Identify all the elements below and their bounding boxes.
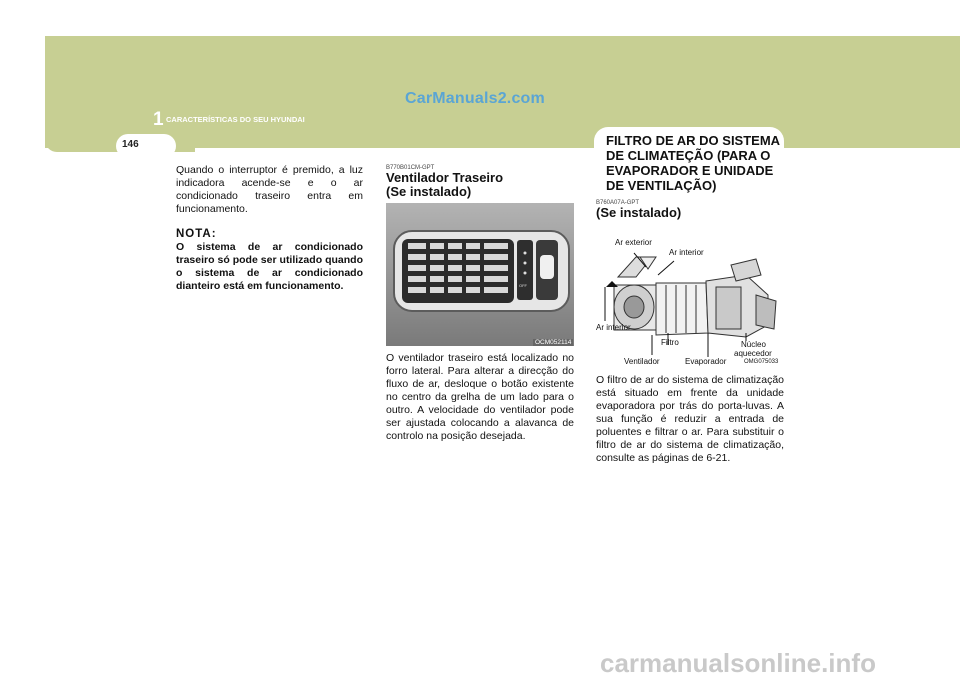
note-title: NOTA: [176,228,217,240]
label-aquecedor: aquecedor [734,349,772,358]
col3-reference-code: B760A07A-GPT [596,200,640,206]
col3-body-text: O filtro de ar do sistema de climatização está situado em frente da unidade evaporadora por trás do porta-luvas. A sua função é reduzir a entrada de poluentes e filtrar o ar. Para substituir o filtro de ar do sistema de climatização, consulte as páginas de 6-21. [596,374,784,464]
label-evaporador: Evaporador [685,357,727,366]
air-filter-diagram [596,225,784,368]
label-ar-interior-left: Ar interior [596,323,631,332]
vent-off-label: OFF [519,283,527,288]
col3-heading: (Se instalado) [596,205,682,220]
label-ar-exterior: Ar exterior [615,238,652,247]
label-ventilador: Ventilador [624,357,660,366]
section-title: FILTRO DE AR DO SISTEMA DE CLIMATEÇÃO (PARA O EVAPORADOR E UNIDADE DE VENTILAÇÃO) [606,133,780,193]
rear-vent-photo [386,203,574,346]
column-1 [176,164,363,293]
col2-heading-line1: Ventilador Traseiro [386,170,504,185]
col1-body-text: Quando o interruptor é premido, a luz indicadora acende-se e o ar condicionado traseiro entra em funcionamento. [176,164,363,215]
diagram-caption: OMG075033 [744,359,779,365]
col2-heading-line2: (Se instalado) [386,184,472,199]
label-ar-interior-top: Ar interior [669,248,704,257]
column-2-header [386,165,574,199]
footer-watermark: carmanualsonline.info [600,648,876,678]
col2-body-text: O ventilador traseiro está localizado no forro lateral. Para alterar a direcção do fluxo de ar, desloque o botão existente no centro da grelha de um lado para o outro. A velocidade do ventilador pode ser ajustada colocando a alavanca de controlo na posição desejada. [386,352,574,442]
col2-reference-code: B770B01CM-GPT [386,165,435,171]
column-3-header [596,200,784,220]
photo-caption: OCM052114 [535,339,572,346]
chapter-title: CARACTERÍSTICAS DO SEU HYUNDAI [166,115,305,124]
label-nucleo: Núcleo [741,340,766,349]
vent-illustration [386,203,574,346]
page-number: 146 [122,139,139,150]
label-filtro: Filtro [661,338,679,347]
watermark-link[interactable]: CarManuals2.com [405,90,545,107]
chapter-number: 1 [153,109,164,130]
note-body: O sistema de ar condicionado traseiro só pode ser utilizado quando o sistema de ar condicionado dianteiro está em funcionamento. [176,241,363,292]
